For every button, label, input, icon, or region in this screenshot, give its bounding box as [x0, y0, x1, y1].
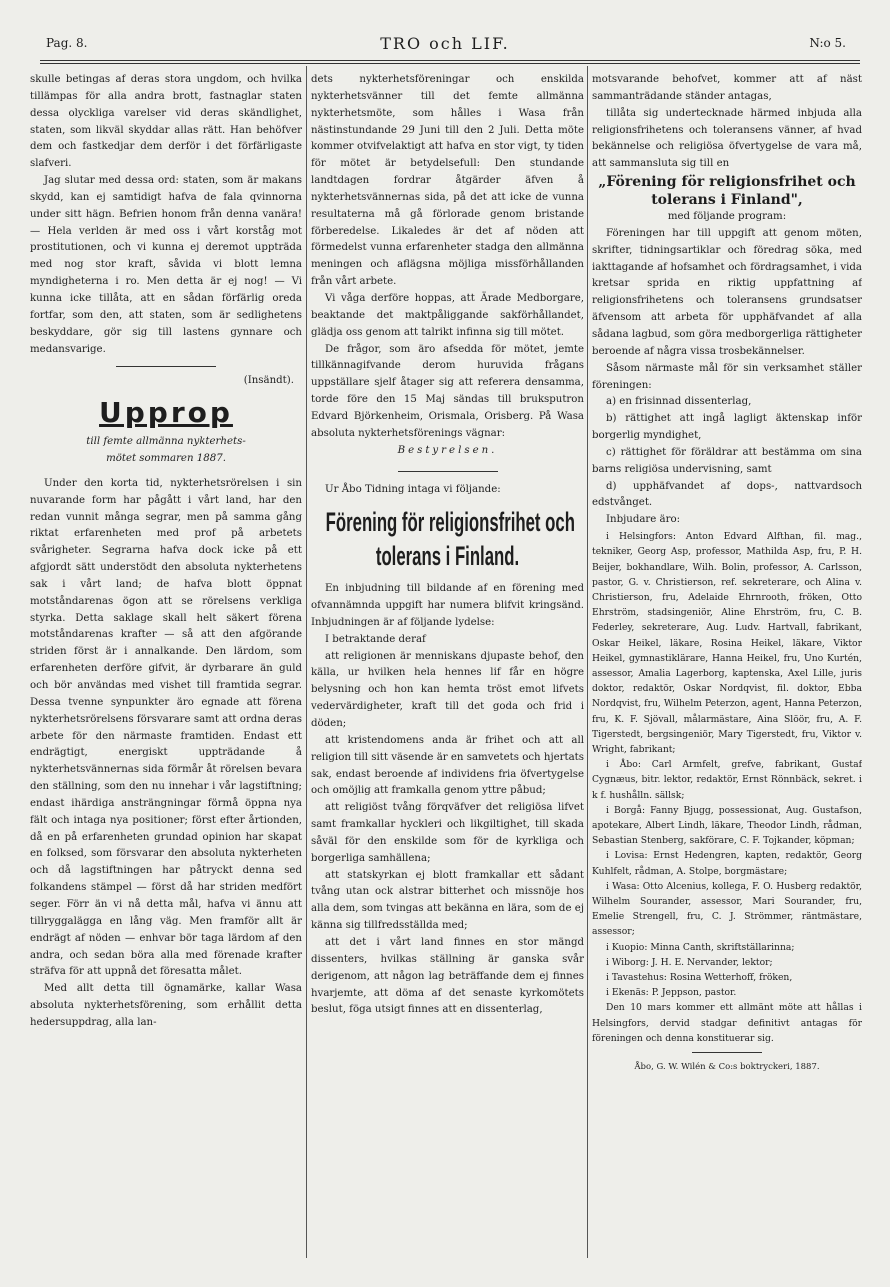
list-item-d: d) upphäfvandet af dops-, nattvardsoch edstvånget. — [592, 480, 862, 509]
headline-line-1: Förening för religionsfrihet och — [325, 507, 575, 538]
printer-imprint: Åbo, G. W. Wilén & Co:s boktryckeri, 1887. — [634, 1062, 820, 1072]
insandt-label: (Insändt). — [243, 375, 294, 387]
col1-paragraph-1: skulle betingas af deras stora ungdom, och hvilka tillämpas för alla andra brott, fastnaglar staten dessa olyckliga varelser vid deras skändlighet, staten, som likväl skyddar allas rätt. Han behöfver dem och fastkedjar dem derför i det förfärligaste slafveri. — [30, 74, 302, 170]
col2-paragraph-3: De frågor, som äro afsedda för mötet, jemte tillkännagifvande derom huruvida frågans uppställare sjelf åtager sig att referera densamma, torde före den 15 Maj sändas till bruksputron Edvard Björkenheim, Orismala, Orisberg. På Wasa absoluta nykterhetsförenings vägnar: — [311, 343, 584, 439]
column-divider-2 — [587, 66, 588, 1258]
col3-paragraph-4: Föreningen har till uppgift att genom möten, skrifter, tidningsartiklar och föredrag söka, med iakttagande af hofsamhet och fördragsamhet, i vida kretsar sprida en riktig uppfattning af religionsfrihetens och toleransens grundsatser äfvensom att arbeta för upphäfvandet af alla sådana lagbud, som göra medborgerliga rättigheter beroende af några vissa trosbekännelser. — [592, 227, 862, 357]
forening-title-2: tolerans i Finland", — [651, 192, 803, 209]
col2-paragraph-1: dets nykterhetsföreningar och enskilda nykterhetsvänner till det femte allmänna nykterhetsmöte, som hålles i Wasa från nästinstundande 29 Juni till den 2 Juli. Detta möte kommer otvifvelaktigt att hafva en stor vigt, ty tiden för mötet är betydelsefull: Den stundande landtdagen fordrar åtgärder äfven å nykterhetsvännernas sida, på det att icke de vunna resultaterna må gå förlorade genom bristande förberedelse. Likaledes är det af nöden att förmedelst vunna erfarenheter stadga den allmänna meningen och aflägsna möjliga missförhållanden från vårt arbete. — [311, 74, 584, 288]
inbjudare-helsingfors: i Helsingfors: Anton Edvard Alfthan, fil. mag., tekniker, Georg Asp, professor, Mathilda Asp, fru, P. H. Beijer, bokhandlare, Wilh. Bolin, professor, A. Carlsson, pastor, G. v. Christierson, ref. sekreterare, och Alina v. Christierson, fru, Adelaide Ehrnrooth, fröken, Otto Ehrström, stadsingeniör, Aline Ehrström, fru, C. B. Federley, sekreterare, Aug. Ludv. Hartvall, fabrikant, Oskar Heikel, läkare, Rosina Heikel, läkare, Viktor Heikel, gymnastiklärare, Hanna Heikel, fru, Uno Kurtén, assessor, Amalia Lagerborg, kaptenska, Axel Lille, juris doktor, redaktör, Oskar Nordqvist, fil. doktor, Ebba Nordqvist, fru, Wilhelm Peterzon, agent, Hanna Peterzon, fru, K. F. Sjövall, målarmästare, Aina Slöör, fru, A. F. Tigerstedt, bergsingeniör, Mary Tigerstedt, fru, Viktor v. Wright, fabrikant; — [592, 531, 862, 755]
col1-paragraph-4: Med allt detta till ögnamärke, kallar Wasa absoluta nykterhetsförening, som erhållit detta hedersuppdrag, alla lan- — [30, 983, 302, 1028]
col1-paragraph-2: Jag slutar med dessa ord: staten, som är makans skydd, kan ej samtidigt hafva de fala qvinnorna under sitt hägn. Befrien honom från denna vanära! — Hela verlden är med oss i vårt korståg mot prostitutionen, och vi kunna ej deremot uppträda med nog stor kraft, såvida vi blott lemna myndigheterna i ro. Men detta är ej nog! — Vi kunna icke tillåta, att en sådan förfärlig oreda fortfar, som den, att staten, som är sedlighetens beskyddare, gör sig till lastens gynnare och medansvarige. — [30, 175, 302, 355]
column-2 — [311, 72, 584, 1262]
col3-paragraph-5: Såsom närmaste mål för sin verksamhet ställer föreningen: — [592, 362, 862, 391]
col2-intro-line: Ur Åbo Tidning intaga vi följande: — [325, 484, 501, 496]
column-1 — [30, 72, 302, 1262]
list-item-b: b) rättighet att ingå lagligt äktenskap inför borgerlig myndighet, — [592, 413, 862, 442]
forening-title-1: „Förening för religionsfrihet och — [598, 174, 856, 191]
inbjudare-kuopio: i Kuopio: Minna Canth, skriftställarinna; — [606, 941, 795, 953]
printer-divider — [692, 1052, 762, 1053]
upprop-subtitle-1: till femte allmänna nykterhets- — [86, 436, 246, 448]
program-line: med följande program: — [667, 211, 787, 223]
inbjudare-lovisa: i Lovisa: Ernst Hedengren, kapten, redaktör, Georg Kuhlfelt, rådman, A. Stolpe, borgmästare; — [592, 850, 862, 877]
inbjudare-abo: i Åbo: Carl Armfelt, grefve, fabrikant, Gustaf Cygnæus, bitr. lektor, redaktör, Ernst Rönnbäck, sekret. i k f. hushålln. sällsk; — [592, 759, 862, 801]
inbjudare-wasa: i Wasa: Otto Alcenius, kollega, F. O. Husberg redaktör, Wilhelm Sourander, assessor, Mari Sourander, fru, Emelie Strengell, fru, C. J. Strömmer, räntmästare, assessor; — [592, 880, 862, 938]
page-header — [0, 34, 890, 56]
col2-paragraph-2: Vi våga derföre hoppas, att Ärade Medborgare, beaktande det maktpåliggande sakförhållandet, glädja oss genom att talrikt infinna sig till mötet. — [311, 292, 584, 338]
col2-paragraph-5: En inbjudning till bildande af en förening med ofvannämnda uppgift har numera blifvit kringsänd. Inbjudningen är af följande lydelse: — [311, 583, 584, 628]
header-rule-bottom — [40, 63, 860, 64]
masthead-title: TRO och LIF. — [380, 34, 510, 53]
list-item-c: c) rättighet för föräldrar att bestämma om sina barns religiösa undervisning, samt — [592, 446, 862, 475]
col2-paragraph-6: I betraktande deraf — [325, 633, 426, 645]
col2-paragraph-11: att det i vårt land finnes en stor mängd dissenters, hvilkas ställning är ganska svår derigenom, att någon lag beträffande dem ej finnes hvarjemte, att döma af det senaste kyrkomötets beslut, föga utsigt finnes att en dissenterlag, — [311, 936, 584, 1016]
col1-paragraph-3: Under den korta tid, nykterhetsrörelsen i sin nuvarande form har pågått i vårt land, har den redan vunnit många segrar, men på samma gång riktat erfarenheten med prof på arbetets svårigheter. Segrarna hafva dock icke på ett afgjordt sätt understödt den absoluta nykterhetens sak i vårt land; de hafva blott öppnat motståndarenas ögon att se rörelsens verkliga styrka. Detta saklage skall helt säkert förena motståndarenas krafter — så att den afgörande striden först är i annalkande. Den lärdom, som erfarenheten derföre gifvit, är dyrbarare än guld och bör användas med vishet till framtida segrar. Dessa tvenne synpunkter äro egnade att förena nykterhetsrörelsens försvarare samt att ordna deras arbete för den närmaste framtiden. Endast ett endrägtigt, energiskt uppträdande å nykterhetsvännernas sida förmår åt rörelsen bevara den ställning, som den nu innehar i vår lagstiftning; endast ihärdiga ansträngningar förmå öppna nya fält och intaga nya positioner; först efter årtionden, då en på erfarenheten grundad opinion har skapat en folksed, som försvarar den absoluta nykterheten och då lagstiftningen har påtryckt denna sed folkandens stämpel — först då har striden medfört seger. Förr än vi nå detta mål, hafva vi ännu att tillryggalägga en lång väg. Men framför allt är endrägt af nöden — enhvar bör taga lärdom af den andra, och sedan böra alla med förenade krafter sträfva för att uppnå det föresatta målet. — [30, 477, 302, 978]
section-divider-2 — [398, 471, 498, 472]
col3-paragraph-meeting: Den 10 mars kommer ett allmänt möte att hållas i Helsingfors, dervid stadgar definitivt antagas för föreningen och denna konstituerar sig. — [592, 1002, 862, 1044]
col2-paragraph-10: att statskyrkan ej blott framkallar ett sådant tvång utan ock alstrar bitterhet och missnöje hos alla dem, som tvingas att bekänna en lära, som de ej känna sig tillfredsställda med; — [311, 869, 584, 932]
col2-paragraph-8: att kristendomens anda är frihet och att all religion till sitt väsende är en samvetets och hjertats sak, endast beroende af individens fria öfvertygelse och omöjlig att framkalla genom yttre påbud; — [311, 734, 584, 797]
signature-bestyrelsen: Bestyrelsen. — [397, 444, 498, 456]
column-divider-1 — [306, 66, 307, 1258]
inbjudare-wiborg: i Wiborg: J. H. E. Nervander, lektor; — [606, 956, 773, 968]
section-divider — [116, 366, 216, 367]
inbjudare-borga: i Borgå: Fanny Bjugg, possessionat, Aug. Gustafson, apotekare, Albert Lindh, läkare, Theodor Lindh, rådman, Sebastian Stenberg, sakförare, C. F. Tojkander, köpman; — [592, 804, 862, 847]
list-item-a: a) en frisinnad dissenterlag, — [606, 396, 752, 408]
inbjudare-ekenas: i Ekenäs: P. Jeppson, pastor. — [606, 987, 737, 999]
col3-paragraph-1: motsvarande behofvet, kommer att af näst sammanträdande ständer antagas, — [592, 74, 862, 102]
page-number: Pag. 8. — [46, 36, 88, 50]
issue-number: N:o 5. — [809, 36, 846, 50]
inbjudare-tavastehus: i Tavastehus: Rosina Wetterhoff, fröken, — [606, 971, 793, 983]
column-3 — [592, 72, 862, 1262]
header-rule-top — [40, 60, 860, 61]
col2-paragraph-9: att religiöst tvång förqväfver det religiösa lifvet samt framkallar hyckleri och likgiltighet, till skada såväl för den enskilde som för de kyrkliga och borgerliga samhällena; — [311, 802, 584, 864]
col2-paragraph-7: att religionen är menniskans djupaste behof, den källa, ur hvilken hela hennes lif får en högre belysning och hon kan hemta tröst emot lifvets vedervärdigheter, kraft till det goda och frid i döden; — [311, 650, 584, 729]
col3-paragraph-2: tillåta sig undertecknade härmed inbjuda alla religionsfrihetens och toleransens vänner, af hvad bekännelse och religiösa öfvertygelse de vara må, att sammansluta sig till en — [592, 107, 862, 170]
upprop-title: Upprop — [99, 396, 233, 430]
inbjudare-heading: Inbjudare äro: — [606, 514, 681, 526]
headline-forening — [325, 505, 575, 573]
headline-line-2: tolerans i Finland. — [375, 541, 520, 572]
upprop-subtitle-2: mötet sommaren 1887. — [106, 453, 226, 465]
